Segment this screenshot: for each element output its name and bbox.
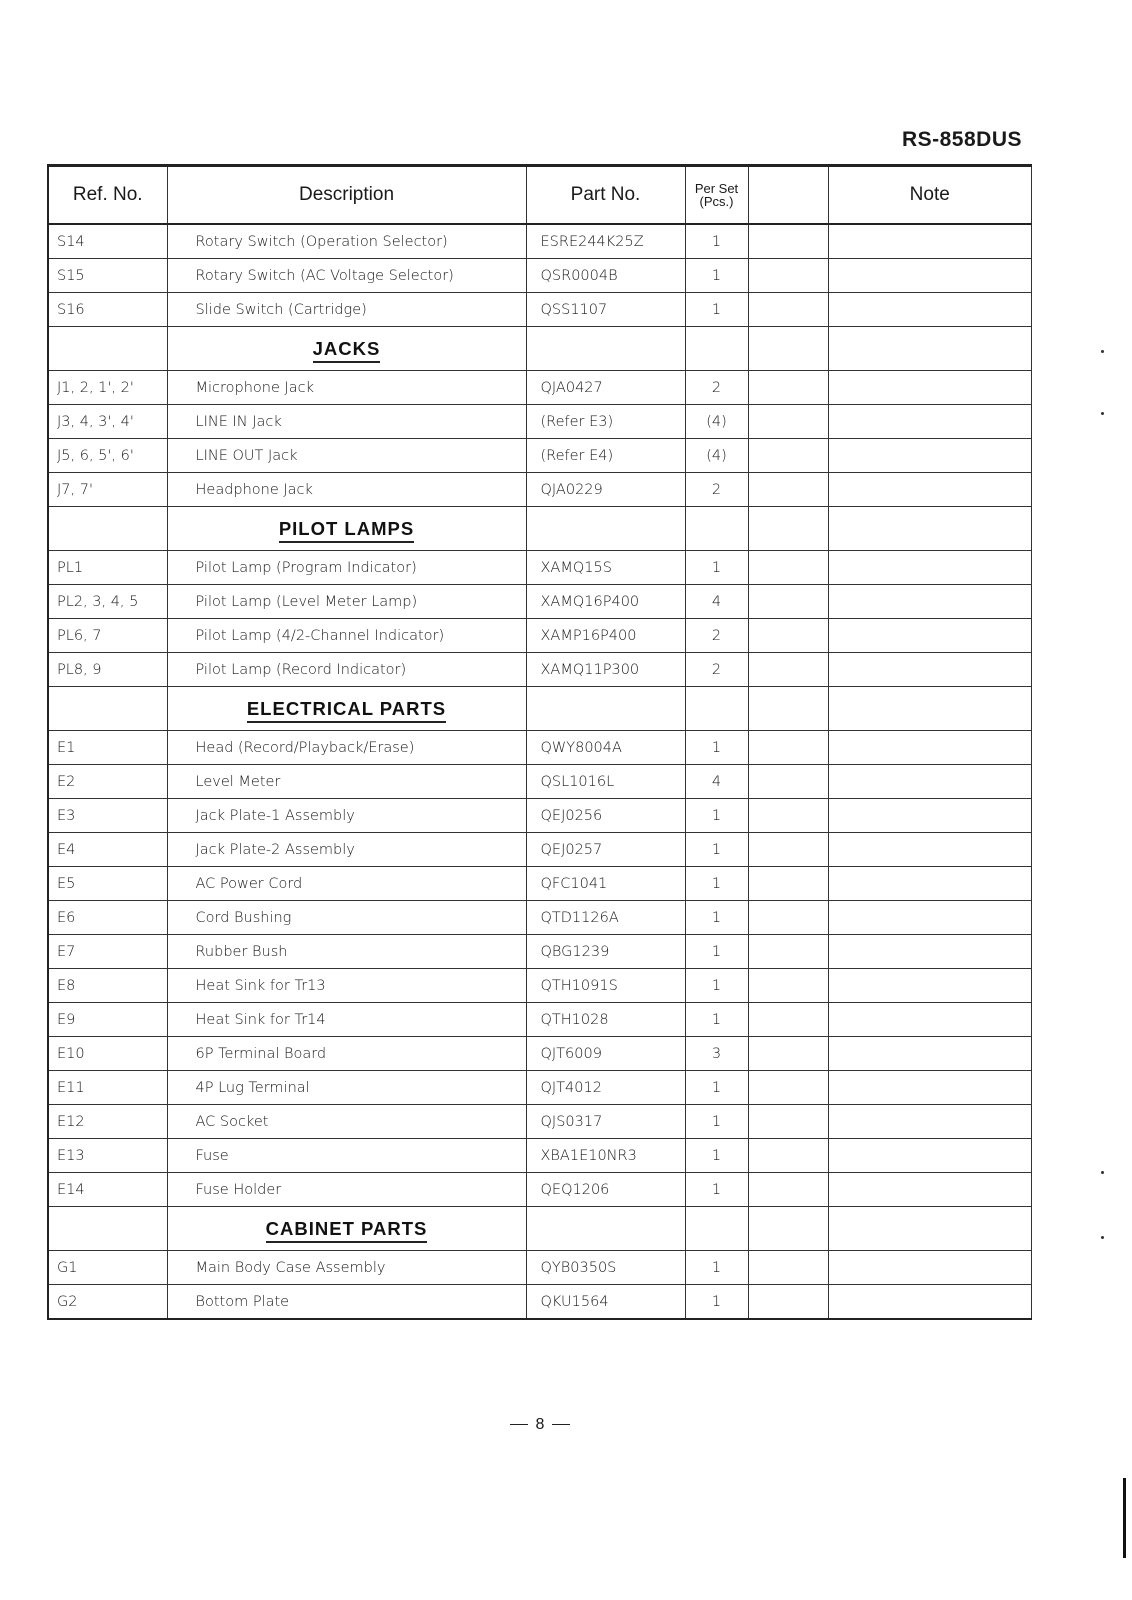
ref-no-cell: E2 [48,765,167,799]
table-row [48,293,1032,327]
section-title: ELECTRICAL PARTS [247,698,446,723]
table-row [48,1071,1032,1105]
blank-cell [748,833,828,867]
header-per-set-line2: (Pcs.) [699,194,734,209]
section-header-row [48,687,1032,731]
per-set-cell: 1 [685,259,748,293]
ref-no-cell: E11 [48,1071,167,1105]
part-no-cell: QEQ1206 [526,1173,685,1207]
header-part-no: Part No. [526,166,685,225]
blank-cell [748,1071,828,1105]
blank-cell [748,901,828,935]
blank-cell [748,473,828,507]
part-no-cell: QJA0229 [526,473,685,507]
table-row [48,1003,1032,1037]
scan-speck [1101,1236,1104,1239]
description-cell: Rotary Switch (Operation Selector) [167,224,526,259]
section-title: PILOT LAMPS [279,518,414,543]
blank-cell [748,1207,828,1251]
note-cell [828,687,1032,731]
section-header-row [48,327,1032,371]
description-cell: Rubber Bush [167,935,526,969]
part-no-cell: QJS0317 [526,1105,685,1139]
ref-no-cell: J7, 7' [48,473,167,507]
per-set-cell [685,327,748,371]
scan-edge-mark [1123,1478,1126,1558]
ref-no-cell: G1 [48,1251,167,1285]
ref-no-cell: E7 [48,935,167,969]
header-description: Description [167,166,526,225]
section-title-cell [167,687,526,731]
description-cell: Fuse Holder [167,1173,526,1207]
note-cell [828,867,1032,901]
per-set-cell: 2 [685,371,748,405]
note-cell [828,1285,1032,1320]
description-cell: Microphone Jack [167,371,526,405]
note-cell [828,1207,1032,1251]
note-cell [828,1251,1032,1285]
description-cell: Headphone Jack [167,473,526,507]
ref-no-cell: PL6, 7 [48,619,167,653]
note-cell [828,405,1032,439]
header-ref-no: Ref. No. [48,166,167,225]
note-cell [828,507,1032,551]
note-cell [828,224,1032,259]
note-cell [828,969,1032,1003]
blank-cell [748,405,828,439]
description-cell: Pilot Lamp (Record Indicator) [167,653,526,687]
table-row [48,439,1032,473]
note-cell [828,1071,1032,1105]
description-cell: Pilot Lamp (Level Meter Lamp) [167,585,526,619]
note-cell [828,799,1032,833]
description-cell: Heat Sink for Tr13 [167,969,526,1003]
part-no-cell: QTH1028 [526,1003,685,1037]
part-no-cell: QSL1016L [526,765,685,799]
note-cell [828,327,1032,371]
table-row [48,901,1032,935]
note-cell [828,619,1032,653]
description-cell: 4P Lug Terminal [167,1071,526,1105]
per-set-cell: 2 [685,619,748,653]
part-no-cell [526,1207,685,1251]
description-cell: Head (Record/Playback/Erase) [167,731,526,765]
blank-cell [748,1139,828,1173]
note-cell [828,1105,1032,1139]
scan-speck [1101,412,1104,415]
per-set-cell: 1 [685,1105,748,1139]
table-row [48,371,1032,405]
part-no-cell: QEJ0256 [526,799,685,833]
part-no-cell: (Refer E4) [526,439,685,473]
ref-no-cell: G2 [48,1285,167,1320]
per-set-cell: 3 [685,1037,748,1071]
blank-cell [748,799,828,833]
per-set-cell: 1 [685,1139,748,1173]
ref-no-cell: PL2, 3, 4, 5 [48,585,167,619]
blank-cell [748,867,828,901]
ref-no-cell: PL1 [48,551,167,585]
ref-no-cell: J3, 4, 3', 4' [48,405,167,439]
table-row [48,473,1032,507]
table-header-row [48,166,1032,225]
per-set-cell: 1 [685,867,748,901]
ref-no-cell: E13 [48,1139,167,1173]
blank-cell [748,653,828,687]
description-cell: AC Power Cord [167,867,526,901]
note-cell [828,731,1032,765]
per-set-cell: 1 [685,901,748,935]
description-cell: Bottom Plate [167,1285,526,1320]
note-cell [828,1037,1032,1071]
part-no-cell: QJA0427 [526,371,685,405]
part-no-cell [526,687,685,731]
blank-cell [748,1251,828,1285]
blank-cell [748,551,828,585]
table-row [48,799,1032,833]
header-note: Note [828,166,1032,225]
part-no-cell: QKU1564 [526,1285,685,1320]
section-header-row [48,507,1032,551]
per-set-cell: 1 [685,293,748,327]
section-title: CABINET PARTS [266,1218,428,1243]
note-cell [828,1139,1032,1173]
part-no-cell: XAMQ11P300 [526,653,685,687]
ref-no-cell [48,687,167,731]
table-row [48,551,1032,585]
note-cell [828,935,1032,969]
per-set-cell: 1 [685,935,748,969]
per-set-cell: 2 [685,653,748,687]
part-no-cell: QTH1091S [526,969,685,1003]
part-no-cell: (Refer E3) [526,405,685,439]
description-cell: LINE IN Jack [167,405,526,439]
ref-no-cell: E6 [48,901,167,935]
blank-cell [748,293,828,327]
blank-cell [748,371,828,405]
blank-cell [748,259,828,293]
table-row [48,259,1032,293]
blank-cell [748,731,828,765]
note-cell [828,1003,1032,1037]
footer-dash-right [552,1424,570,1425]
part-no-cell: QYB0350S [526,1251,685,1285]
parts-list-table [47,164,1032,1320]
page-number: 8 [535,1416,545,1433]
per-set-cell: 1 [685,799,748,833]
part-no-cell: XAMQ15S [526,551,685,585]
scan-speck [1101,350,1104,353]
blank-cell [748,935,828,969]
description-cell: Jack Plate-1 Assembly [167,799,526,833]
per-set-cell: (4) [685,405,748,439]
section-title-cell [167,327,526,371]
ref-no-cell: S16 [48,293,167,327]
per-set-cell [685,507,748,551]
table-row [48,765,1032,799]
table-row [48,653,1032,687]
blank-cell [748,1003,828,1037]
part-no-cell: XBA1E10NR3 [526,1139,685,1173]
description-cell: Heat Sink for Tr14 [167,1003,526,1037]
ref-no-cell: E3 [48,799,167,833]
table-row [48,867,1032,901]
ref-no-cell: E4 [48,833,167,867]
table-row [48,969,1032,1003]
table-row [48,833,1032,867]
description-cell: Rotary Switch (AC Voltage Selector) [167,259,526,293]
description-cell: Pilot Lamp (Program Indicator) [167,551,526,585]
part-no-cell: QWY8004A [526,731,685,765]
ref-no-cell: J5, 6, 5', 6' [48,439,167,473]
per-set-cell: 1 [685,1003,748,1037]
scan-speck [1101,1171,1104,1174]
table-row [48,405,1032,439]
table-row [48,1037,1032,1071]
description-cell: Level Meter [167,765,526,799]
table-row [48,935,1032,969]
note-cell [828,439,1032,473]
part-no-cell: XAMQ16P400 [526,585,685,619]
note-cell [828,901,1032,935]
blank-cell [748,1285,828,1320]
description-cell: Main Body Case Assembly [167,1251,526,1285]
note-cell [828,473,1032,507]
model-number: RS-858DUS [901,128,1022,151]
description-cell: LINE OUT Jack [167,439,526,473]
ref-no-cell: E1 [48,731,167,765]
part-no-cell: QJT6009 [526,1037,685,1071]
ref-no-cell: E14 [48,1173,167,1207]
per-set-cell: 1 [685,1251,748,1285]
note-cell [828,765,1032,799]
ref-no-cell [48,1207,167,1251]
ref-no-cell: E12 [48,1105,167,1139]
per-set-cell: 1 [685,224,748,259]
blank-cell [748,585,828,619]
ref-no-cell [48,507,167,551]
ref-no-cell [48,327,167,371]
per-set-cell: 1 [685,551,748,585]
header-per-set [685,166,748,225]
part-no-cell [526,507,685,551]
table-row [48,1251,1032,1285]
per-set-cell [685,1207,748,1251]
note-cell [828,653,1032,687]
section-title-cell [167,1207,526,1251]
section-title: JACKS [313,338,381,363]
ref-no-cell: S14 [48,224,167,259]
ref-no-cell: E9 [48,1003,167,1037]
note-cell [828,259,1032,293]
blank-cell [748,327,828,371]
blank-cell [748,507,828,551]
part-no-cell: QSS1107 [526,293,685,327]
ref-no-cell: PL8, 9 [48,653,167,687]
blank-cell [748,1037,828,1071]
description-cell: AC Socket [167,1105,526,1139]
part-no-cell: XAMP16P400 [526,619,685,653]
note-cell [828,833,1032,867]
blank-cell [748,224,828,259]
section-header-row [48,1207,1032,1251]
per-set-cell: 2 [685,473,748,507]
ref-no-cell: E8 [48,969,167,1003]
part-no-cell: QFC1041 [526,867,685,901]
blank-cell [748,1105,828,1139]
per-set-cell: 1 [685,969,748,1003]
description-cell: Pilot Lamp (4/2-Channel Indicator) [167,619,526,653]
per-set-cell: 4 [685,585,748,619]
description-cell: Jack Plate-2 Assembly [167,833,526,867]
blank-cell [748,969,828,1003]
table-row [48,1173,1032,1207]
note-cell [828,551,1032,585]
header-per-set-line1: Per Set [694,181,739,196]
part-no-cell: QSR0004B [526,259,685,293]
per-set-cell: 1 [685,833,748,867]
part-no-cell: QJT4012 [526,1071,685,1105]
section-title-cell [167,507,526,551]
footer-dash-left [510,1424,528,1425]
ref-no-cell: E10 [48,1037,167,1071]
page-footer [0,1416,1080,1434]
per-set-cell [685,687,748,731]
per-set-cell: 4 [685,765,748,799]
part-no-cell: QEJ0257 [526,833,685,867]
header-blank [748,166,828,225]
note-cell [828,585,1032,619]
note-cell [828,1173,1032,1207]
per-set-cell: 1 [685,731,748,765]
part-no-cell: QBG1239 [526,935,685,969]
blank-cell [748,619,828,653]
part-no-cell: ESRE244K25Z [526,224,685,259]
part-no-cell: QTD1126A [526,901,685,935]
table-row [48,1139,1032,1173]
per-set-cell: (4) [685,439,748,473]
ref-no-cell: S15 [48,259,167,293]
description-cell: Slide Switch (Cartridge) [167,293,526,327]
table-row [48,585,1032,619]
blank-cell [748,765,828,799]
per-set-cell: 1 [685,1173,748,1207]
parts-table-body [48,224,1032,1319]
table-row [48,619,1032,653]
table-row [48,1285,1032,1320]
description-cell: Cord Bushing [167,901,526,935]
ref-no-cell: J1, 2, 1', 2' [48,371,167,405]
description-cell: 6P Terminal Board [167,1037,526,1071]
per-set-cell: 1 [685,1285,748,1320]
per-set-cell: 1 [685,1071,748,1105]
blank-cell [748,439,828,473]
part-no-cell [526,327,685,371]
blank-cell [748,1173,828,1207]
table-row [48,1105,1032,1139]
description-cell: Fuse [167,1139,526,1173]
table-row [48,731,1032,765]
table-row [48,224,1032,259]
note-cell [828,293,1032,327]
ref-no-cell: E5 [48,867,167,901]
note-cell [828,371,1032,405]
blank-cell [748,687,828,731]
